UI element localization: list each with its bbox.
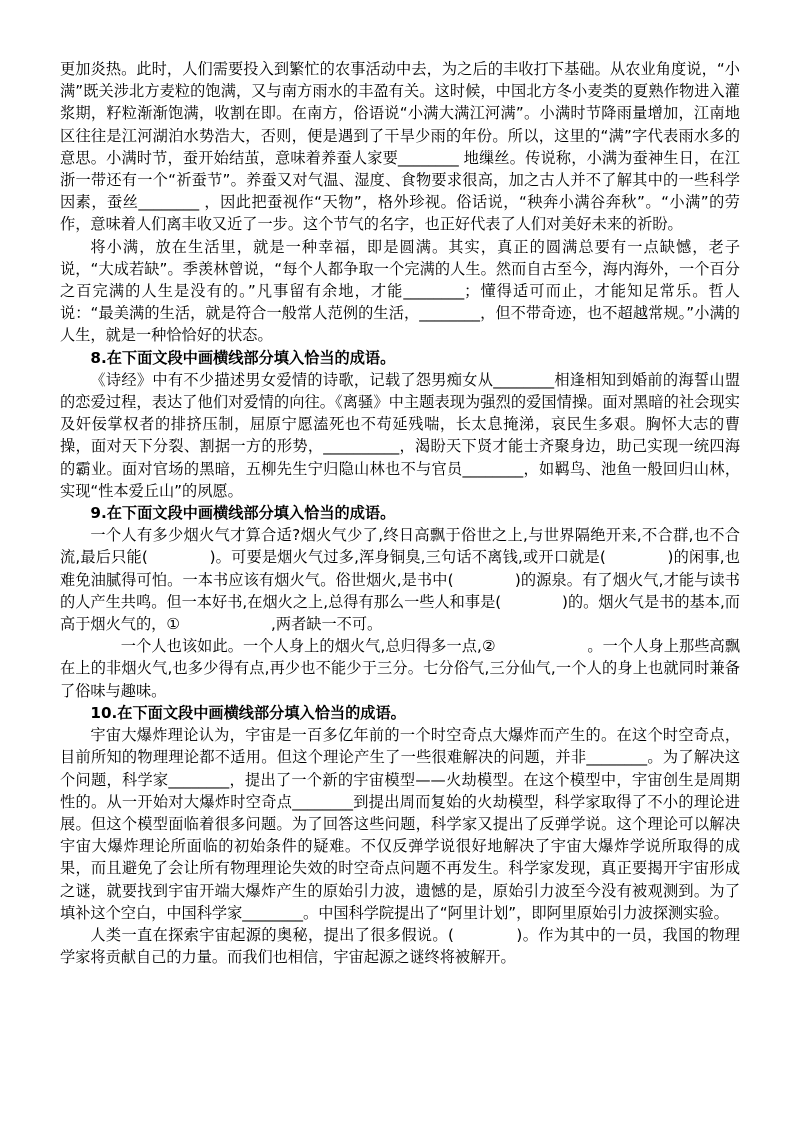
question-8-heading: 8.在下面文段中画横线部分填入恰当的成语。 <box>90 348 396 367</box>
paragraph-xiaoman-climate: 更加炎热。此时，人们需要投入到繁忙的农事活动中去，为之后的丰收打下基础。从农业角度说，“小满”既关涉北方麦粒的饱满，又与南方雨水的丰盈有关。这时候，中国北方冬小麦类的夏熟作物进入灌浆期，籽粒渐渐饱满，收割在即。在南方，俗语说“小满大满江河满”。小满时节降雨量增加，江南地区往往是江河湖泊水势浩大，否则，便是遇到了干旱少雨的年份。所以，这里的“满”字代表雨水多的意思。小满时节，蚕开始结茧，意味着养蚕人家要________ 地缫丝。传说称，小满为蚕神生日，在江浙一带还有一个“祈蚕节”。养蚕又对气温、湿度、食物要求很高，加之古人并不了解其中的一些科学因素，蚕丝________ ，因此把蚕视作“天物”，格外珍视。俗话说，“秧奔小满谷奔秋”。“小满”的劳作，意味着人们离丰收又近了一步。这个节气的名字，也正好代表了人们对美好未来的祈盼。 <box>60 60 740 234</box>
question-9-heading: 9.在下面文段中画横线部分填入恰当的成语。 <box>90 504 396 523</box>
document-page <box>60 58 740 968</box>
question-10-passage: 宇宙大爆炸理论认为，宇宙是一百多亿年前的一个时空奇点大爆炸而产生的。在这个时空奇点，目前所知的物理理论都不适用。但这个理论产生了一些很难解决的问题，并非________。为了解决这个问题，科学家________，提出了一个新的宇宙模型——火劫模型。在这个模型中，宇宙创生是周期性的。从一开始对大爆炸时空奇点________到提出周而复始的火劫模型，科学家取得了不小的理论进展。但这个模型面临着很多问题。为了回答这些问题，科学家又提出了反弹学说。这个理论可以解决宇宙大爆炸理论所面临的初始条件的疑难。不仅反弹学说很好地解决了宇宙大爆炸学说所取得的成果，而且避免了会让所有物理理论失效的时空奇点问题不再发生。科学家发现，真正要揭开宇宙形成之谜，就要找到宇宙开端大爆炸产生的原始引力波，遗憾的是，原始引力波至今没有被观测到。为了填补这个空白，中国科学家________。中国科学院提出了“阿里计划”，即阿里原始引力波探测实验。 <box>60 726 740 922</box>
question-10-heading: 10.在下面文段中画横线部分填入恰当的成语。 <box>90 703 406 722</box>
question-8-passage: 《诗经》中有不少描述男女爱情的诗歌，记载了怨男痴女从________相逢相知到婚前的海誓山盟的恋爱过程，表达了他们对爱情的向往。《离骚》中主题表现为强烈的爱国情操。面对黑暗的社会现实及奸佞掌权者的排挤压制，屈原宁愿溘死也不苟延残喘，长太息掩涕，哀民生多艰。胸怀大志的曹操，面对天下分裂、割据一方的形势，__________，渴盼天下贤才能士齐聚身边，助己实现一统四海的霸业。面对官场的黑暗，五柳先生宁归隐山林也不与官员________，如羁鸟、池鱼一般回归山林，实现“性本爱丘山”的夙愿。 <box>60 370 740 500</box>
question-9-passage: 一个人有多少烟火气才算合适?烟火气少了,终日高飘于俗世之上,与世界隔绝开来,不合群,也不合流,最后只能( )。可要是烟火气过多,浑身铜臭,三句话不离钱,或开口就是( )的闲事,也难免油腻得可怕。一本书应该有烟火气。俗世烟火,是书中( )的源泉。有了烟火气,才能与读书的人产生共鸣。但一本好书,在烟火之上,总得有那么一些人和事是( )的。烟火气是书的基本,而高于烟火气的，① ,两者缺一不可。 <box>60 526 740 634</box>
question-9-passage-continued: 一个人也该如此。一个人身上的烟火气,总归得多一点,② 。一个人身上那些高飘在上的非烟火气,也多少得有点,再少也不能少于三分。七分俗气,三分仙气,一个人的身上也就同时兼备了俗味与趣味。 <box>60 637 740 700</box>
paragraph-xiaoman-life: 将小满，放在生活里，就是一种幸福，即是圆满。其实，真正的圆满总要有一点缺憾，老子说，“大成若缺”。季羡林曾说，“每个人都争取一个完满的人生。然而自古至今，海内海外，一个百分之百完满的人生是没有的。”凡事留有余地，才能________；懂得适可而止，才能知足常乐。哲人说：“最美满的生活，就是符合一般常人范例的生活，________，但不带奇迹，也不超越常规。”小满的人生，就是一种恰恰好的状态。 <box>60 237 740 345</box>
question-10-passage-end: 人类一直在探索宇宙起源的奥秘，提出了很多假说。( )。作为其中的一员，我国的物理学家将贡献自己的力量。而我们也相信，宇宙起源之谜终将被解开。 <box>60 925 740 967</box>
